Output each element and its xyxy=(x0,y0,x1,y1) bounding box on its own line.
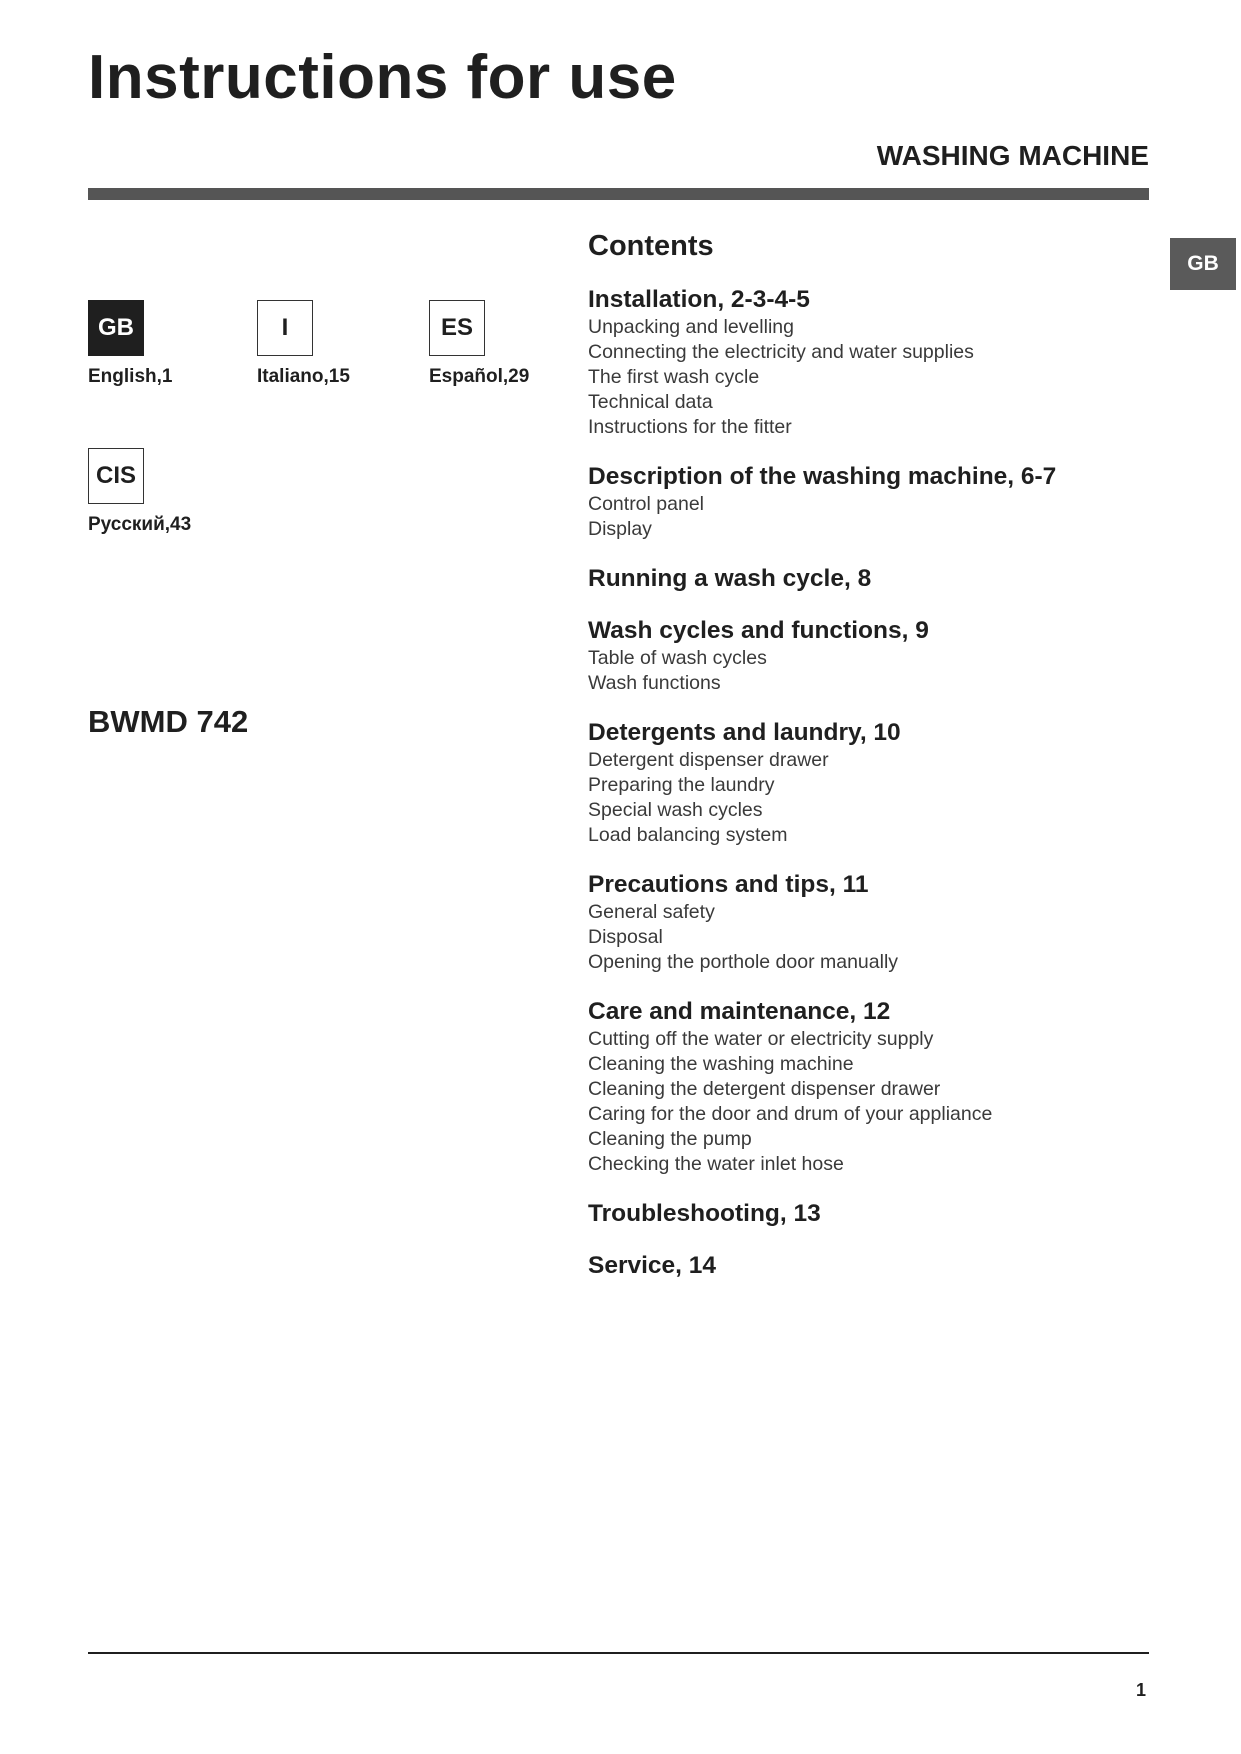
contents-section-title[interactable]: Installation, 2-3-4-5 xyxy=(588,286,810,313)
contents-section xyxy=(588,616,1188,696)
language-code-badge: ES xyxy=(429,300,485,356)
language-side-tab: GB xyxy=(1170,238,1236,290)
contents-section xyxy=(588,997,1188,1177)
contents-item[interactable]: Technical data xyxy=(588,391,713,413)
contents-section-title[interactable]: Precautions and tips, 11 xyxy=(588,871,869,898)
contents-section xyxy=(588,462,1188,542)
language-es[interactable] xyxy=(429,300,529,388)
language-label: Русский,43 xyxy=(88,514,192,535)
page-number: 1 xyxy=(1135,1680,1146,1700)
contents-section xyxy=(588,285,1188,440)
model-number: BWMD 742 xyxy=(88,704,249,739)
header-rule xyxy=(88,188,1149,200)
contents-section-title[interactable]: Detergents and laundry, 10 xyxy=(588,719,901,746)
document-subtitle: WASHING MACHINE xyxy=(876,140,1149,171)
contents-section-items xyxy=(588,646,1188,696)
contents-section-title[interactable]: Wash cycles and functions, 9 xyxy=(588,617,929,644)
contents-item[interactable]: Preparing the laundry xyxy=(588,774,775,796)
page-title: Instructions for use xyxy=(88,43,677,112)
contents-section-items xyxy=(588,1027,1188,1177)
contents-section xyxy=(588,870,1188,975)
contents-section xyxy=(588,1199,1188,1229)
contents-item[interactable]: Cleaning the detergent dispenser drawer xyxy=(588,1078,941,1100)
footer-rule xyxy=(88,1652,1149,1654)
contents-section-title[interactable]: Running a wash cycle, 8 xyxy=(588,565,872,592)
contents-item[interactable]: The first wash cycle xyxy=(588,366,760,388)
contents-section xyxy=(588,564,1188,594)
contents-section xyxy=(588,1251,1188,1281)
contents-item[interactable]: Special wash cycles xyxy=(588,799,763,821)
language-label: Español,29 xyxy=(429,366,530,387)
contents-item[interactable]: Display xyxy=(588,518,652,540)
contents-section xyxy=(588,718,1188,848)
contents-item[interactable]: Opening the porthole door manually xyxy=(588,951,899,973)
table-of-contents xyxy=(588,230,1188,1303)
contents-item[interactable]: General safety xyxy=(588,901,715,923)
contents-section-items xyxy=(588,748,1188,848)
language-code-badge: I xyxy=(257,300,313,356)
contents-item[interactable]: Instructions for the fitter xyxy=(588,416,792,438)
contents-item[interactable]: Cutting off the water or electricity supply xyxy=(588,1028,934,1050)
contents-section-title[interactable]: Troubleshooting, 13 xyxy=(588,1200,821,1227)
contents-section-items xyxy=(588,492,1188,542)
contents-heading: Contents xyxy=(588,230,714,262)
contents-item[interactable]: Connecting the electricity and water supplies xyxy=(588,341,974,363)
contents-section-title[interactable]: Care and maintenance, 12 xyxy=(588,998,891,1025)
contents-item[interactable]: Load balancing system xyxy=(588,824,788,846)
contents-item[interactable]: Caring for the door and drum of your appliance xyxy=(588,1103,993,1125)
contents-item[interactable]: Detergent dispenser drawer xyxy=(588,749,829,771)
contents-item[interactable]: Table of wash cycles xyxy=(588,647,767,669)
contents-item[interactable]: Cleaning the pump xyxy=(588,1128,752,1150)
language-gb[interactable] xyxy=(88,300,172,388)
contents-item[interactable]: Checking the water inlet hose xyxy=(588,1153,844,1175)
contents-section-title[interactable]: Service, 14 xyxy=(588,1252,717,1279)
language-code-badge: CIS xyxy=(88,448,144,504)
contents-section-items xyxy=(588,315,1188,440)
contents-item[interactable]: Disposal xyxy=(588,926,663,948)
contents-item[interactable]: Cleaning the washing machine xyxy=(588,1053,854,1075)
language-label: Italiano,15 xyxy=(257,366,350,387)
contents-section-items xyxy=(588,900,1188,975)
language-label: English,1 xyxy=(88,366,173,387)
language-code-badge: GB xyxy=(88,300,144,356)
contents-section-title[interactable]: Description of the washing machine, 6-7 xyxy=(588,463,1057,490)
contents-sections xyxy=(588,285,1188,1281)
contents-item[interactable]: Unpacking and levelling xyxy=(588,316,794,338)
contents-item[interactable]: Wash functions xyxy=(588,672,721,694)
language-cis[interactable] xyxy=(88,448,191,536)
language-it[interactable] xyxy=(257,300,350,388)
contents-item[interactable]: Control panel xyxy=(588,493,704,515)
